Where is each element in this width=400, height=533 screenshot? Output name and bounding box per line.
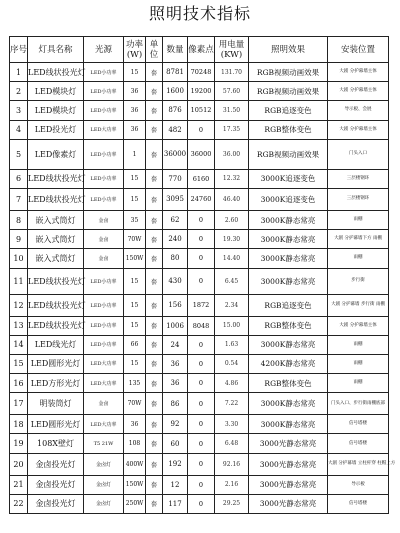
cell-pixels: 0 — [188, 230, 215, 249]
cell-qty: 36000 — [163, 139, 188, 169]
cell-qty: 192 — [163, 453, 188, 475]
cell-effect: 3000K静态常亮 — [249, 230, 328, 249]
cell-unit: 套 — [146, 268, 163, 294]
cell-effect: RGB视频动画效果 — [249, 82, 328, 101]
cell-seq: 1 — [10, 63, 28, 82]
cell-elec: 1.63 — [215, 335, 249, 354]
cell-pixels: 0 — [188, 210, 215, 229]
cell-source: 金卤 — [84, 210, 124, 229]
cell-qty: 12 — [163, 475, 188, 494]
cell-pixels: 0 — [188, 475, 215, 494]
cell-elec: 14.40 — [215, 249, 249, 268]
cell-qty: 86 — [163, 393, 188, 415]
cell-power: 35 — [124, 210, 146, 229]
cell-seq: 3 — [10, 101, 28, 120]
cell-seq: 22 — [10, 494, 28, 513]
cell-seq: 12 — [10, 294, 28, 316]
cell-pixels: 1872 — [188, 294, 215, 316]
cell-qty: 240 — [163, 230, 188, 249]
cell-seq: 6 — [10, 169, 28, 188]
cell-source: LED小功率 — [84, 169, 124, 188]
cell-source: 金卤 — [84, 230, 124, 249]
table-row — [10, 393, 389, 415]
cell-name: LED模块灯 — [28, 82, 84, 101]
table-row — [10, 494, 389, 513]
cell-seq: 20 — [10, 453, 28, 475]
cell-seq: 2 — [10, 82, 28, 101]
cell-location: 雨棚 — [328, 210, 389, 229]
table-row — [10, 316, 389, 335]
cell-power: 15 — [124, 169, 146, 188]
table-row — [10, 139, 389, 169]
lighting-spec-table — [9, 36, 396, 514]
cell-power: 150W — [124, 475, 146, 494]
cell-elec: 6.48 — [215, 434, 249, 453]
cell-power: 15 — [124, 188, 146, 210]
cell-qty: 36 — [163, 374, 188, 393]
cell-effect: 3000K静态常亮 — [249, 393, 328, 415]
cell-source: LED小功率 — [84, 139, 124, 169]
cell-name: 明装筒灯 — [28, 393, 84, 415]
cell-location: 信号塔楼 — [328, 494, 389, 513]
cell-effect: RGB整体变色 — [249, 316, 328, 335]
cell-unit: 套 — [146, 249, 163, 268]
cell-unit: 套 — [146, 120, 163, 139]
table-row — [10, 475, 389, 494]
cell-qty: 876 — [163, 101, 188, 120]
cell-pixels: 6160 — [188, 169, 215, 188]
cell-power: 15 — [124, 316, 146, 335]
cell-location: 雨棚 — [328, 374, 389, 393]
cell-power: 150W — [124, 249, 146, 268]
cell-pixels: 0 — [188, 268, 215, 294]
cell-seq: 13 — [10, 316, 28, 335]
cell-source: LED大功率 — [84, 374, 124, 393]
cell-power: 70W — [124, 393, 146, 415]
cell-location: 导示板、会展 — [328, 101, 389, 120]
cell-power: 400W — [124, 453, 146, 475]
cell-qty: 62 — [163, 210, 188, 229]
cell-location: 门头入口、步行街雨棚底部 — [328, 393, 389, 415]
cell-pixels: 8048 — [188, 316, 215, 335]
cell-power: 36 — [124, 82, 146, 101]
cell-power: 15 — [124, 294, 146, 316]
cell-elec: 31.50 — [215, 101, 249, 120]
cell-unit: 套 — [146, 169, 163, 188]
cell-effect: 3000K静态常亮 — [249, 335, 328, 354]
cell-power: 15 — [124, 268, 146, 294]
table-row — [10, 82, 389, 101]
cell-effect: 4200K静态常亮 — [249, 354, 328, 373]
cell-location: 雨棚 — [328, 335, 389, 354]
cell-unit: 套 — [146, 354, 163, 373]
cell-unit: 套 — [146, 210, 163, 229]
cell-unit: 套 — [146, 139, 163, 169]
cell-location: 大剧 分护幕墙主体 — [328, 63, 389, 82]
cell-qty: 1600 — [163, 82, 188, 101]
cell-effect: RGB追逐变色 — [249, 294, 328, 316]
cell-name: 金卤投光灯 — [28, 475, 84, 494]
cell-name: LED线状投光灯 — [28, 188, 84, 210]
cell-elec: 4.86 — [215, 374, 249, 393]
header-elec: 用电量(KW) — [215, 37, 249, 63]
cell-effect: 3000K追逐变色 — [249, 169, 328, 188]
cell-source: LED小功率 — [84, 268, 124, 294]
table-row — [10, 169, 389, 188]
cell-seq: 19 — [10, 434, 28, 453]
cell-source: 金卤灯 — [84, 494, 124, 513]
cell-unit: 套 — [146, 475, 163, 494]
cell-effect: 3000K静态常亮 — [249, 415, 328, 434]
cell-name: LED线状投光灯 — [28, 268, 84, 294]
cell-seq: 10 — [10, 249, 28, 268]
cell-source: 金卤 — [84, 393, 124, 415]
cell-effect: RGB视频动画效果 — [249, 139, 328, 169]
cell-power: 36 — [124, 415, 146, 434]
cell-qty: 80 — [163, 249, 188, 268]
cell-effect: RGB视频动画效果 — [249, 63, 328, 82]
cell-name: 嵌入式筒灯 — [28, 230, 84, 249]
cell-pixels: 24760 — [188, 188, 215, 210]
cell-qty: 60 — [163, 434, 188, 453]
cell-unit: 套 — [146, 63, 163, 82]
header-qty: 数量 — [163, 37, 188, 63]
cell-location: 大剧 分护幕墙主体 — [328, 82, 389, 101]
cell-power: 108 — [124, 434, 146, 453]
cell-location: 大剧 分护幕墙主体 — [328, 120, 389, 139]
cell-name: LED圆形光灯 — [28, 354, 84, 373]
table-body — [10, 63, 396, 514]
cell-seq: 15 — [10, 354, 28, 373]
cell-power: 250W — [124, 494, 146, 513]
table-header-row — [10, 37, 389, 63]
cell-unit: 套 — [146, 393, 163, 415]
cell-effect: 3000光静态常亮 — [249, 453, 328, 475]
cell-power: 36 — [124, 120, 146, 139]
cell-qty: 24 — [163, 335, 188, 354]
header-pixels: 像素点 — [188, 37, 215, 63]
cell-power: 15 — [124, 354, 146, 373]
cell-pixels: 36000 — [188, 139, 215, 169]
cell-source: 金卤 — [84, 249, 124, 268]
header-power: 功率(W) — [124, 37, 146, 63]
cell-source: 金卤灯 — [84, 475, 124, 494]
cell-location: 雨棚 — [328, 249, 389, 268]
cell-source: LED小功率 — [84, 294, 124, 316]
cell-location: 大剧 分护幕墙主体 — [328, 316, 389, 335]
cell-location: 信号塔楼 — [328, 415, 389, 434]
cell-unit: 套 — [146, 494, 163, 513]
cell-pixels: 19200 — [188, 82, 215, 101]
cell-elec: 12.32 — [215, 169, 249, 188]
cell-elec: 2.16 — [215, 475, 249, 494]
cell-elec: 92.16 — [215, 453, 249, 475]
cell-qty: 92 — [163, 415, 188, 434]
cell-name: LED线状投光灯 — [28, 316, 84, 335]
table-row — [10, 249, 389, 268]
cell-seq: 14 — [10, 335, 28, 354]
cell-name: LED模块灯 — [28, 101, 84, 120]
cell-seq: 21 — [10, 475, 28, 494]
header-location: 安装位置 — [328, 37, 389, 63]
cell-qty: 482 — [163, 120, 188, 139]
table-row — [10, 453, 389, 475]
cell-location: 大剧 分护幕墙 步行街 雨棚 — [328, 294, 389, 316]
cell-effect: 3000光静态常亮 — [249, 494, 328, 513]
cell-name: 嵌入式筒灯 — [28, 210, 84, 229]
cell-location: 雨棚 — [328, 354, 389, 373]
cell-qty: 156 — [163, 294, 188, 316]
cell-pixels: 0 — [188, 494, 215, 513]
cell-source: 金卤灯 — [84, 453, 124, 475]
cell-unit: 套 — [146, 453, 163, 475]
cell-source: LED大功率 — [84, 415, 124, 434]
cell-pixels: 0 — [188, 335, 215, 354]
cell-source: LED小功率 — [84, 188, 124, 210]
cell-unit: 套 — [146, 101, 163, 120]
cell-qty: 36 — [163, 354, 188, 373]
cell-location: 步行街 — [328, 268, 389, 294]
header-seq: 序号 — [10, 37, 28, 63]
cell-qty: 1006 — [163, 316, 188, 335]
cell-pixels: 0 — [188, 120, 215, 139]
cell-pixels: 0 — [188, 249, 215, 268]
cell-effect: 3000K静态常亮 — [249, 268, 328, 294]
page-title: 照明技术指标 — [148, 4, 251, 23]
cell-seq: 4 — [10, 120, 28, 139]
cell-elec: 3.30 — [215, 415, 249, 434]
cell-elec: 57.60 — [215, 82, 249, 101]
table-row — [10, 120, 389, 139]
cell-name: 嵌入式筒灯 — [28, 249, 84, 268]
cell-source: LED小功率 — [84, 316, 124, 335]
table-row — [10, 230, 389, 249]
cell-power: 66 — [124, 335, 146, 354]
cell-source: LED小功率 — [84, 335, 124, 354]
cell-pixels: 0 — [188, 354, 215, 373]
cell-source: LED小功率 — [84, 101, 124, 120]
cell-elec: 2.34 — [215, 294, 249, 316]
cell-pixels: 0 — [188, 393, 215, 415]
cell-effect: RGB整体变色 — [249, 120, 328, 139]
cell-location: 导示板 — [328, 475, 389, 494]
header-name: 灯具名称 — [28, 37, 84, 63]
cell-location: 大剧 分护幕墙下方 雨棚 — [328, 230, 389, 249]
cell-power: 15 — [124, 63, 146, 82]
cell-unit: 套 — [146, 316, 163, 335]
cell-effect: 3000光静态常亮 — [249, 475, 328, 494]
cell-source: LED小功率 — [84, 63, 124, 82]
cell-location: 门头入口 — [328, 139, 389, 169]
cell-elec: 19.30 — [215, 230, 249, 249]
cell-elec: 6.45 — [215, 268, 249, 294]
cell-name: 108X壁灯 — [28, 434, 84, 453]
cell-location: 信号塔楼 — [328, 434, 389, 453]
cell-source: LED大功率 — [84, 354, 124, 373]
cell-elec: 46.40 — [215, 188, 249, 210]
cell-qty: 770 — [163, 169, 188, 188]
cell-seq: 5 — [10, 139, 28, 169]
cell-seq: 16 — [10, 374, 28, 393]
cell-effect: RGB整体变色 — [249, 374, 328, 393]
table-row — [10, 434, 389, 453]
cell-name: LED线光灯 — [28, 335, 84, 354]
cell-seq: 7 — [10, 188, 28, 210]
cell-effect: 3000K静态常亮 — [249, 249, 328, 268]
table-row — [10, 294, 389, 316]
cell-elec: 0.54 — [215, 354, 249, 373]
table-row — [10, 210, 389, 229]
cell-qty: 3095 — [163, 188, 188, 210]
cell-power: 36 — [124, 101, 146, 120]
cell-elec: 131.70 — [215, 63, 249, 82]
cell-elec: 17.35 — [215, 120, 249, 139]
table-row — [10, 188, 389, 210]
table-row — [10, 335, 389, 354]
header-effect: 照明效果 — [249, 37, 328, 63]
cell-qty: 430 — [163, 268, 188, 294]
cell-name: LED线状投光灯 — [28, 169, 84, 188]
cell-unit: 套 — [146, 374, 163, 393]
cell-seq: 17 — [10, 393, 28, 415]
table-row — [10, 354, 389, 373]
cell-unit: 套 — [146, 434, 163, 453]
cell-power: 70W — [124, 230, 146, 249]
table-row — [10, 374, 389, 393]
cell-name: 金卤投光灯 — [28, 494, 84, 513]
cell-unit: 套 — [146, 415, 163, 434]
cell-elec: 7.22 — [215, 393, 249, 415]
cell-source: LED小功率 — [84, 82, 124, 101]
cell-effect: 3000光静态常亮 — [249, 434, 328, 453]
cell-pixels: 0 — [188, 453, 215, 475]
cell-qty: 117 — [163, 494, 188, 513]
cell-name: LED圆形光灯 — [28, 415, 84, 434]
cell-effect: 3000K静态常亮 — [249, 210, 328, 229]
cell-effect: 3000K追逐变色 — [249, 188, 328, 210]
cell-unit: 套 — [146, 82, 163, 101]
cell-location: 三层楼钢环 — [328, 169, 389, 188]
cell-unit: 套 — [146, 335, 163, 354]
table-row — [10, 63, 389, 82]
cell-pixels: 0 — [188, 374, 215, 393]
cell-name: LED方形光灯 — [28, 374, 84, 393]
cell-pixels: 10512 — [188, 101, 215, 120]
cell-unit: 套 — [146, 230, 163, 249]
cell-power: 135 — [124, 374, 146, 393]
cell-qty: 8781 — [163, 63, 188, 82]
cell-elec: 2.60 — [215, 210, 249, 229]
cell-seq: 9 — [10, 230, 28, 249]
cell-location: 大剧 分护幕墙 立柱杆穿 柱帽上方 — [328, 453, 389, 475]
table-row — [10, 268, 389, 294]
cell-elec: 36.00 — [215, 139, 249, 169]
cell-name: LED线状投光灯 — [28, 294, 84, 316]
cell-pixels: 0 — [188, 434, 215, 453]
cell-effect: RGB追逐变色 — [249, 101, 328, 120]
cell-source: LED大功率 — [84, 120, 124, 139]
table-row — [10, 415, 389, 434]
cell-elec: 15.00 — [215, 316, 249, 335]
cell-pixels: 0 — [188, 415, 215, 434]
header-unit: 单位 — [146, 37, 163, 63]
header-source: 光源 — [84, 37, 124, 63]
cell-location: 三层楼钢环 — [328, 188, 389, 210]
cell-name: LED线状投光灯 — [28, 63, 84, 82]
cell-pixels: 70248 — [188, 63, 215, 82]
cell-name: LED投光灯 — [28, 120, 84, 139]
cell-elec: 29.25 — [215, 494, 249, 513]
cell-power: 1 — [124, 139, 146, 169]
table-row — [10, 101, 389, 120]
cell-unit: 套 — [146, 188, 163, 210]
cell-seq: 8 — [10, 210, 28, 229]
cell-name: 金卤投光灯 — [28, 453, 84, 475]
cell-unit: 套 — [146, 294, 163, 316]
cell-source: T5 21W — [84, 434, 124, 453]
cell-name: LED像素灯 — [28, 139, 84, 169]
cell-seq: 11 — [10, 268, 28, 294]
cell-seq: 18 — [10, 415, 28, 434]
